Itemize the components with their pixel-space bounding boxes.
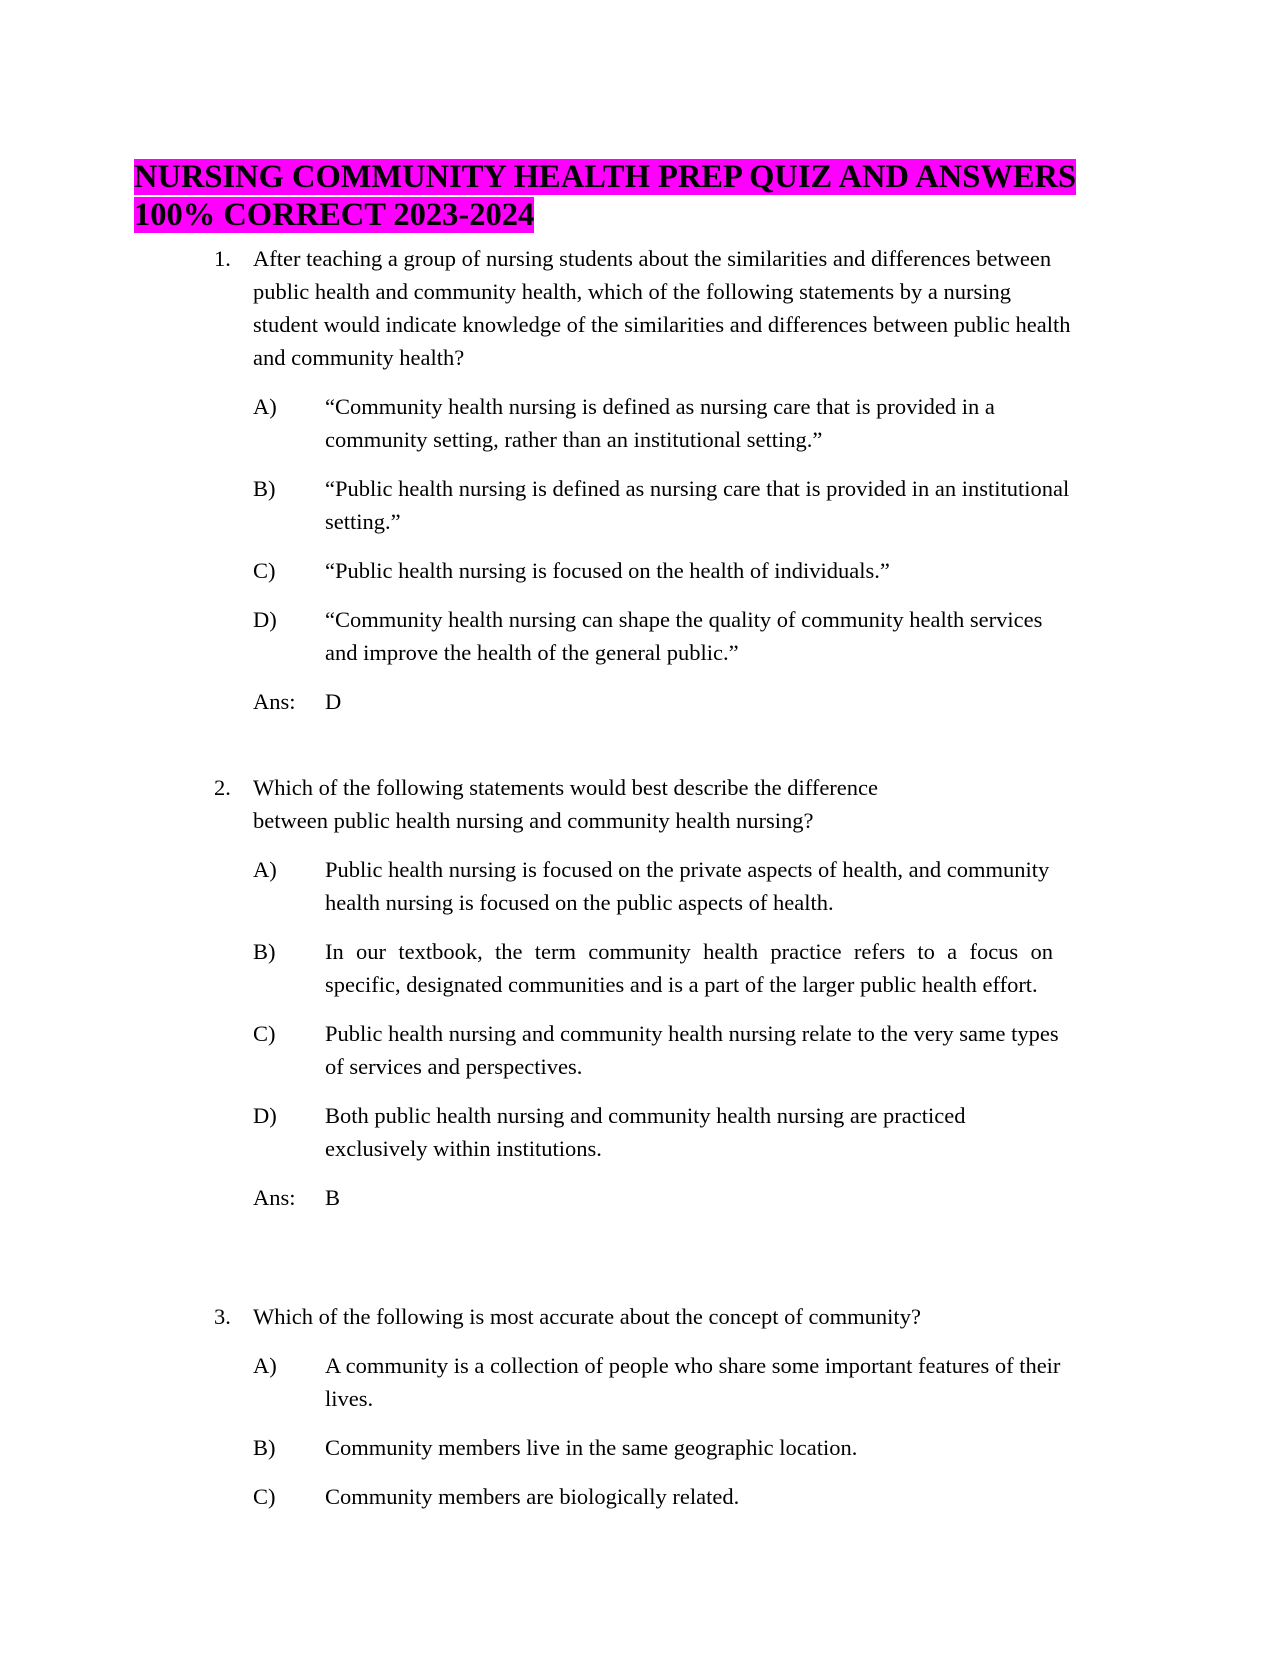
- option-text: “Public health nursing is focused on the health of individuals.”: [325, 558, 890, 583]
- question-3: [0, 1300, 1280, 1513]
- answer-value: D: [325, 689, 342, 714]
- option-text: Public health nursing and community health nursing relate to the very same types of services and perspectives.: [325, 1021, 1059, 1079]
- option-b: [0, 935, 1280, 1001]
- answer-label: Ans:: [253, 1185, 296, 1210]
- answer: [0, 1181, 1280, 1214]
- option-label: A): [253, 1353, 277, 1378]
- option-label: D): [253, 607, 277, 632]
- question-text: Which of the following statements would best describe the difference between public health nursing and community health nursing?: [253, 775, 879, 833]
- question-1: [0, 242, 1280, 718]
- option-label: D): [253, 1103, 277, 1128]
- answer-label: Ans:: [253, 689, 296, 714]
- option-text: A community is a collection of people who share some important features of their lives.: [325, 1353, 1061, 1411]
- question-2: [0, 771, 1280, 1214]
- option-b: [0, 472, 1280, 538]
- option-text: “Community health nursing can shape the quality of community health services and improve the health of the general public.”: [325, 607, 1043, 665]
- title-line-1: NURSING COMMUNITY HEALTH PREP QUIZ AND ANSWERS: [134, 159, 1077, 195]
- question-text: Which of the following is most accurate about the concept of community?: [253, 1304, 921, 1329]
- option-c: [0, 1480, 1280, 1513]
- option-text: Community members are biologically related.: [325, 1484, 740, 1509]
- answer-value: B: [325, 1185, 341, 1210]
- option-b: [0, 1431, 1280, 1464]
- option-c: [0, 554, 1280, 587]
- question-text: After teaching a group of nursing students about the similarities and differences between public health and community health, which of the following statements by a nursing student would indicate knowledge of the similarities and differences between public health and community health?: [253, 246, 1071, 370]
- option-label: B): [253, 476, 276, 501]
- option-text: Public health nursing is focused on the private aspects of health, and community health nursing is focused on the public aspects of health.: [325, 857, 1050, 915]
- option-c: [0, 1017, 1280, 1083]
- question-number: 1.: [214, 246, 231, 271]
- option-text: In our textbook, the term community health practice refers to a focus on specific, designated communities and is a part of the larger public health effort.: [325, 939, 1053, 997]
- option-text: Both public health nursing and community health nursing are practiced exclusively within institutions.: [325, 1103, 966, 1161]
- option-label: B): [253, 1435, 276, 1460]
- option-label: A): [253, 857, 277, 882]
- option-a: [0, 853, 1280, 919]
- question-number: 3.: [214, 1304, 231, 1329]
- question-number: 2.: [214, 775, 231, 800]
- option-d: [0, 603, 1280, 669]
- option-label: A): [253, 394, 277, 419]
- option-text: Community members live in the same geographic location.: [325, 1435, 858, 1460]
- option-a: [0, 1349, 1280, 1415]
- title-line-2: 100% CORRECT 2023-2024: [134, 197, 535, 233]
- option-d: [0, 1099, 1280, 1165]
- option-label: C): [253, 558, 276, 583]
- option-a: [0, 390, 1280, 456]
- page-title: [134, 158, 1144, 234]
- option-text: “Public health nursing is defined as nursing care that is provided in an institutional setting.”: [325, 476, 1070, 534]
- option-label: B): [253, 939, 276, 964]
- option-label: C): [253, 1484, 276, 1509]
- answer: [0, 685, 1280, 718]
- option-label: C): [253, 1021, 276, 1046]
- option-text: “Community health nursing is defined as nursing care that is provided in a community setting, rather than an institutional setting.”: [325, 394, 995, 452]
